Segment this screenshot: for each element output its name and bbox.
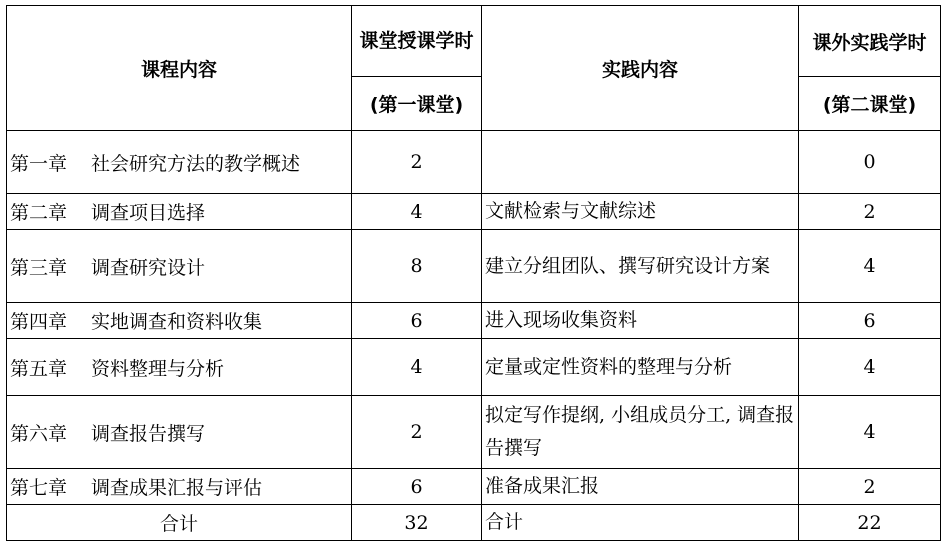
- class-hours-cell: 6: [352, 469, 482, 505]
- header-row-1: [7, 6, 941, 77]
- extra-hours-cell: 6: [799, 303, 941, 339]
- extra-hours-cell: 0: [799, 131, 941, 194]
- class-hours-cell: 4: [352, 194, 482, 230]
- chapter-title: 资料整理与分析: [91, 357, 225, 380]
- chapter-title: 实地调查和资料收集: [91, 311, 263, 333]
- table-row: [7, 131, 941, 194]
- table-row: [7, 396, 941, 469]
- practice-cell: 进入现场收集资料: [482, 303, 799, 339]
- extra-hours-cell: 4: [799, 339, 941, 396]
- extra-hours-cell: 4: [799, 396, 941, 469]
- total-label: 合计: [7, 505, 352, 541]
- chapter-number: 第六章: [10, 422, 68, 445]
- chapter-cell: [7, 194, 352, 230]
- course-hours-table: [6, 5, 941, 541]
- header-second-classroom: (第二课堂): [799, 77, 941, 131]
- total-practice-label: 合计: [482, 505, 799, 541]
- table-row: [7, 303, 941, 339]
- practice-cell: 建立分组团队、撰写研究设计方案: [482, 230, 799, 303]
- chapter-title: 社会研究方法的教学概述: [91, 152, 301, 175]
- header-practice-content: 实践内容: [482, 6, 799, 131]
- total-class-hours: 32: [352, 505, 482, 541]
- header-course-content: 课程内容: [7, 6, 352, 131]
- extra-hours-cell: 2: [799, 469, 941, 505]
- total-extra-hours: 22: [799, 505, 941, 541]
- chapter-cell: [7, 396, 352, 469]
- header-class-hours: 课堂授课学时: [352, 6, 482, 77]
- table-row: [7, 469, 941, 505]
- practice-cell: [482, 131, 799, 194]
- chapter-cell: [7, 230, 352, 303]
- chapter-number: 第三章: [10, 256, 68, 279]
- header-extra-hours: 课外实践学时: [799, 6, 941, 77]
- table-row: [7, 339, 941, 396]
- chapter-cell: [7, 303, 352, 339]
- chapter-cell: [7, 131, 352, 194]
- chapter-cell: [7, 339, 352, 396]
- chapter-title: 调查成果汇报与评估: [91, 477, 263, 499]
- class-hours-cell: 6: [352, 303, 482, 339]
- chapter-cell: [7, 469, 352, 505]
- chapter-number: 第二章: [10, 202, 68, 224]
- practice-cell: 定量或定性资料的整理与分析: [482, 339, 799, 396]
- class-hours-cell: 2: [352, 396, 482, 469]
- table-row: [7, 230, 941, 303]
- practice-cell: 文献检索与文献综述: [482, 194, 799, 230]
- chapter-number: 第四章: [10, 311, 68, 333]
- chapter-number: 第七章: [10, 477, 68, 499]
- chapter-number: 第一章: [10, 152, 68, 175]
- header-first-classroom: (第一课堂): [352, 77, 482, 131]
- practice-cell: 拟定写作提纲, 小组成员分工, 调查报告撰写: [482, 396, 799, 469]
- chapter-title: 调查报告撰写: [91, 422, 206, 445]
- class-hours-cell: 4: [352, 339, 482, 396]
- extra-hours-cell: 4: [799, 230, 941, 303]
- table-row: [7, 194, 941, 230]
- chapter-title: 调查项目选择: [91, 202, 206, 224]
- class-hours-cell: 2: [352, 131, 482, 194]
- extra-hours-cell: 2: [799, 194, 941, 230]
- chapter-title: 调查研究设计: [91, 256, 206, 279]
- practice-cell: 准备成果汇报: [482, 469, 799, 505]
- class-hours-cell: 8: [352, 230, 482, 303]
- chapter-number: 第五章: [10, 357, 68, 380]
- totals-row: [7, 505, 941, 541]
